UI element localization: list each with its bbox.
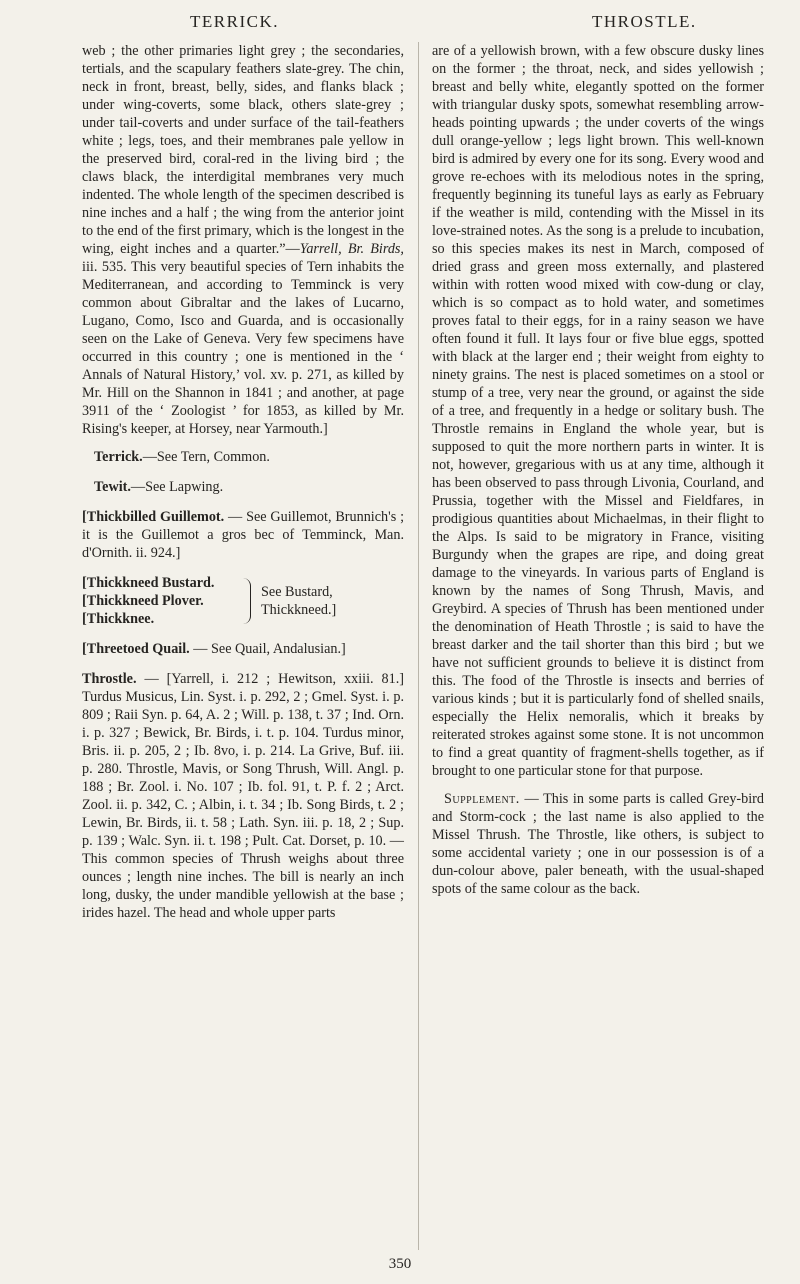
entry-headword: [Thickbilled Guillemot. <box>82 509 225 525</box>
running-head <box>0 12 800 36</box>
entry-terrick: Terrick.—See Tern, Common. <box>94 449 270 465</box>
thickkneed-reference: See Bustard, Thickkneed.] <box>261 584 337 618</box>
citation: Yarrell, Br. Birds, <box>299 241 404 257</box>
right-column <box>432 42 764 908</box>
running-head-right: THROSTLE. <box>592 12 697 31</box>
thickkneed-names <box>82 574 240 628</box>
paragraph-throstle-continued: are of a yellowish brown, with a few obscure dusky lines on the former ; the throat, neck, and sides yellowish ; breast and belly white, elegantly spotted on the former with triangular dusky spots, somewhat resembling arrow-heads pointing upwards ; the under coverts of the wings dull orange-yellow ; legs light brown. This well-known bird is admired by every one for its song. Every wood and grove re-echoes with its melodious notes in the spring, frequently beginning its tuneful lays as early as February if the weather is mild, contending with the Missel in its love-strained notes. As the song is a prelude to incubation, so this species makes its nest in March, composed of dried grass and green moss externally, and plastered within with rotten wood mixed with cow-dung or clay, which is so compact as to hold water, and sometimes proves fatal to their eggs, for in a rainy season we have often found it full. It lays four or five blue eggs, spotted with black at the larger end ; their weight from eighty to ninety grains. The nest is placed sometimes on a stool or stump of a tree, very near the ground, or against the side of a tree, and frequently in a hedge or solitary bush. The Throstle remains in England the whole year, but is supposed to quit the more northern parts in winter. It is not, however, gregarious with us at any time, although it has been observed to pass through Livonia, Courland, and Prussia, together with the Missel and Fieldfares, in prodigious quantities about Michaelmas, in their flight to the Alps. Is said to be migratory in France, visiting Burgundy when the grapes are ripe, and doing great damage to the vineyards. In various parts of England is known by the names of Song Thrush, Mavis, and Greybird. A species of Thrush has been mentioned under the denomination of Heath Throstle ; is said to have the breast darker and the tail shorter than this bird ; but we have not sufficient grounds to believe it is distinct from this. The food of the Throstle is insects and berries of various kinds ; but it is particularly fond of shelled snails, especially the Helix nemoralis, which it breaks by reiterated strokes against some stone. It is not uncommon to find a great quantity of fragment-shells together, as if brought to one particular stone for that purpose. <box>432 43 764 779</box>
entry-headword: [Thickknee. <box>82 611 155 627</box>
entry-headword: [Threetoed Quail. <box>82 641 190 657</box>
entry-headword: Terrick. <box>94 449 143 465</box>
brace-mark <box>240 578 251 624</box>
entry-tewit: Tewit.—See Lapwing. <box>94 479 224 495</box>
running-head-left: TERRICK. <box>190 12 279 31</box>
column-gutter <box>418 42 419 1250</box>
entry-threetoed-quail: [Threetoed Quail. — See Quail, Andalusian.] <box>82 641 346 657</box>
entry-throstle: Throstle. — [Yarrell, i. 212 ; Hewitson, xxiii. 81.] Turdus Musicus, Lin. Syst. i. p. 292, 2 ; Gmel. Syst. i. p. 809 ; Raii Syn. p. 64, A. 2 ; Will. p. 138, t. 37 ; Ind. Orn. i. p. 327 ; Bewick, Br. Birds, i. t. p. 104. Turdus minor, Bris. ii. p. 205, 2 ; Ib. 8vo, i. p. 214. La Grive, Buf. iii. p. 280. Throstle, Mavis, or Song Thrush, Will. Angl. p. 188 ; Br. Zool. i. No. 107 ; Ib. fol. 91, t. P. f. 2 ; Arct. Zool. ii. p. 342, C. ; Albin, i. t. 34 ; Ib. Song Birds, t. 2 ; Lewin, Br. Birds, ii. t. 58 ; Lath. Syn. iii. p. 18, 2 ; Sup. p. 139 ; Walc. Syn. ii. t. 198 ; Pult. Cat. Dorset, p. 10. — This common species of Thrush weighs about three ounces ; length nine inches. The bill is nearly an inch long, dusky, the under mandible yellowish at the base ; irides hazel. The head and whole upper parts <box>82 671 404 921</box>
entry-headword: Tewit. <box>94 479 131 495</box>
page-number: 350 <box>388 1256 412 1272</box>
entry-headword: [Thickkneed Bustard. <box>82 575 215 591</box>
entry-headword: Throstle. <box>82 671 137 687</box>
entry-thickkneed-group <box>82 574 404 628</box>
supplement-heading: Supplement. <box>444 791 520 807</box>
left-column <box>82 42 404 934</box>
entry-supplement: Supplement. — This in some parts is called Grey-bird and Storm-cock ; the last name is also applied to the Missel Thrush. The Throstle, like others, is subject to some accidental variety ; one in our possession is of a dun-colour above, paler beneath, with the usual-shaped spots of the same colour as the back. <box>432 791 764 897</box>
entry-thickbilled-guillemot: [Thickbilled Guillemot. — See Guillemot, Brunnich's ; it is the Guillemot a gros bec of Temminck, Man. d'Ornith. ii. 924.] <box>82 509 405 561</box>
paragraph-tern-description: web ; the other primaries light grey ; the secondaries, tertials, and the scapulary feathers slate-grey. The chin, neck in front, breast, belly, sides, and flanks black ; under wing-coverts, some black, others slate-grey ; under tail-coverts and under surface of the tail-feathers white ; legs, toes, and their membranes pale yellow in the preserved bird, coral-red in the living bird ; the claws black, the interdigital membranes very much indented. The whole length of the specimen described is nine inches and a half ; the wing from the anterior joint to the end of the first primary, which is the longest in the wing, eight inches and a quarter.”—Yarrell, Br. Birds, iii. 535. This very beautiful species of Tern inhabits the Mediterranean, and according to Temminck is very common about Gibraltar and the lakes of Lucarno, Lugano, Como, Isco and Guarda, and is occasionally seen on the Lake of Geneva. Very few specimens have occurred in this country ; one is mentioned in the ‘ Annals of Natural History,’ vol. xv. p. 271, as killed by Mr. Hill on the Shannon in 1841 ; and another, at page 3911 of the ‘ Zoologist ’ for 1853, as killed by Mr. Rising's keeper, at Horsey, near Yarmouth.] <box>82 43 404 437</box>
entry-headword: [Thickkneed Plover. <box>82 593 204 609</box>
